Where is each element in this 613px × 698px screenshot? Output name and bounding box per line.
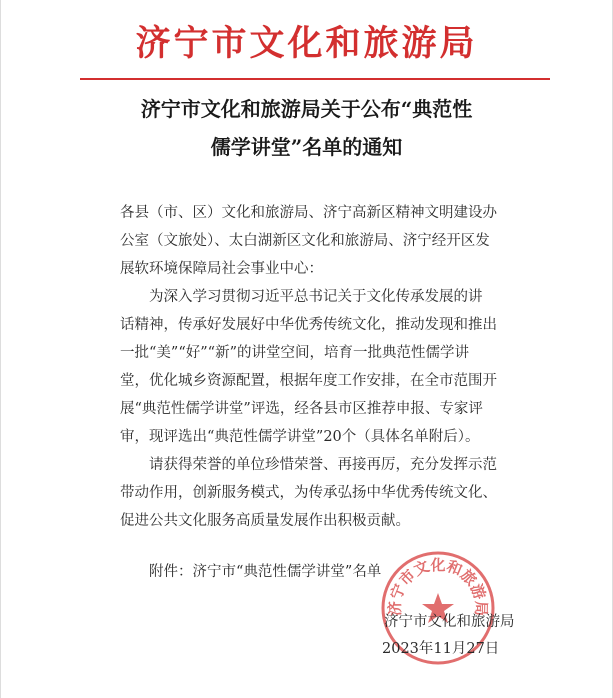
addressee-line-1: 各县（市、区）文化和旅游局、济宁高新区精神文明建设办 bbox=[120, 205, 497, 221]
letterhead-org-name: 济宁市文化和旅游局 bbox=[135, 23, 478, 64]
paragraph-2-line-2: 带动作用，创新服务模式，为传承弘扬中华优秀传统文化、 bbox=[120, 485, 497, 501]
addressee-line-3: 展软环境保障局社会事业中心： bbox=[120, 261, 323, 277]
signature-org: 济宁市文化和旅游局 bbox=[384, 614, 515, 630]
paragraph-1-line-5: 展“典范性儒学讲堂”评选，经各县市区推荐申报、专家评 bbox=[120, 401, 483, 417]
paragraph-1-line-1: 为深入学习贯彻习近平总书记关于文化传承发展的讲 bbox=[149, 289, 483, 305]
paragraph-1-line-2: 话精神，传承好发展好中华优秀传统文化，推动发现和推出 bbox=[120, 317, 497, 333]
paragraph-2-line-1: 请获得荣誉的单位珍惜荣誉、再接再厉，充分发挥示范 bbox=[149, 457, 497, 473]
letterhead-red-rule bbox=[80, 78, 550, 80]
paragraph-2-line-3: 促进公共文化服务高质量发展作出积极贡献。 bbox=[120, 513, 410, 529]
paragraph-1-line-3: 一批“美”“好”“新”的讲堂空间，培育一批典范性儒学讲 bbox=[120, 345, 469, 361]
notice-title-line-1: 济宁市文化和旅游局关于公布“典范性 bbox=[140, 97, 473, 121]
svg-text:济宁市文化和旅游局: 济宁市文化和旅游局 bbox=[385, 555, 491, 617]
signature-date: 2023年11月27日 bbox=[382, 641, 500, 657]
addressee-line-2: 公室（文旅处）、太白湖新区文化和旅游局、济宁经开区发 bbox=[120, 233, 490, 249]
paragraph-1-line-6: 审，现评选出“典范性儒学讲堂”20个（具体名单附后）。 bbox=[120, 429, 480, 445]
notice-title-line-2: 儒学讲堂”名单的通知 bbox=[210, 135, 403, 159]
attachment-note: 附件：济宁市“典范性儒学讲堂”名单 bbox=[149, 564, 382, 580]
paragraph-1-line-4: 堂，优化城乡资源配置，根据年度工作安排，在全市范围开 bbox=[120, 373, 497, 389]
